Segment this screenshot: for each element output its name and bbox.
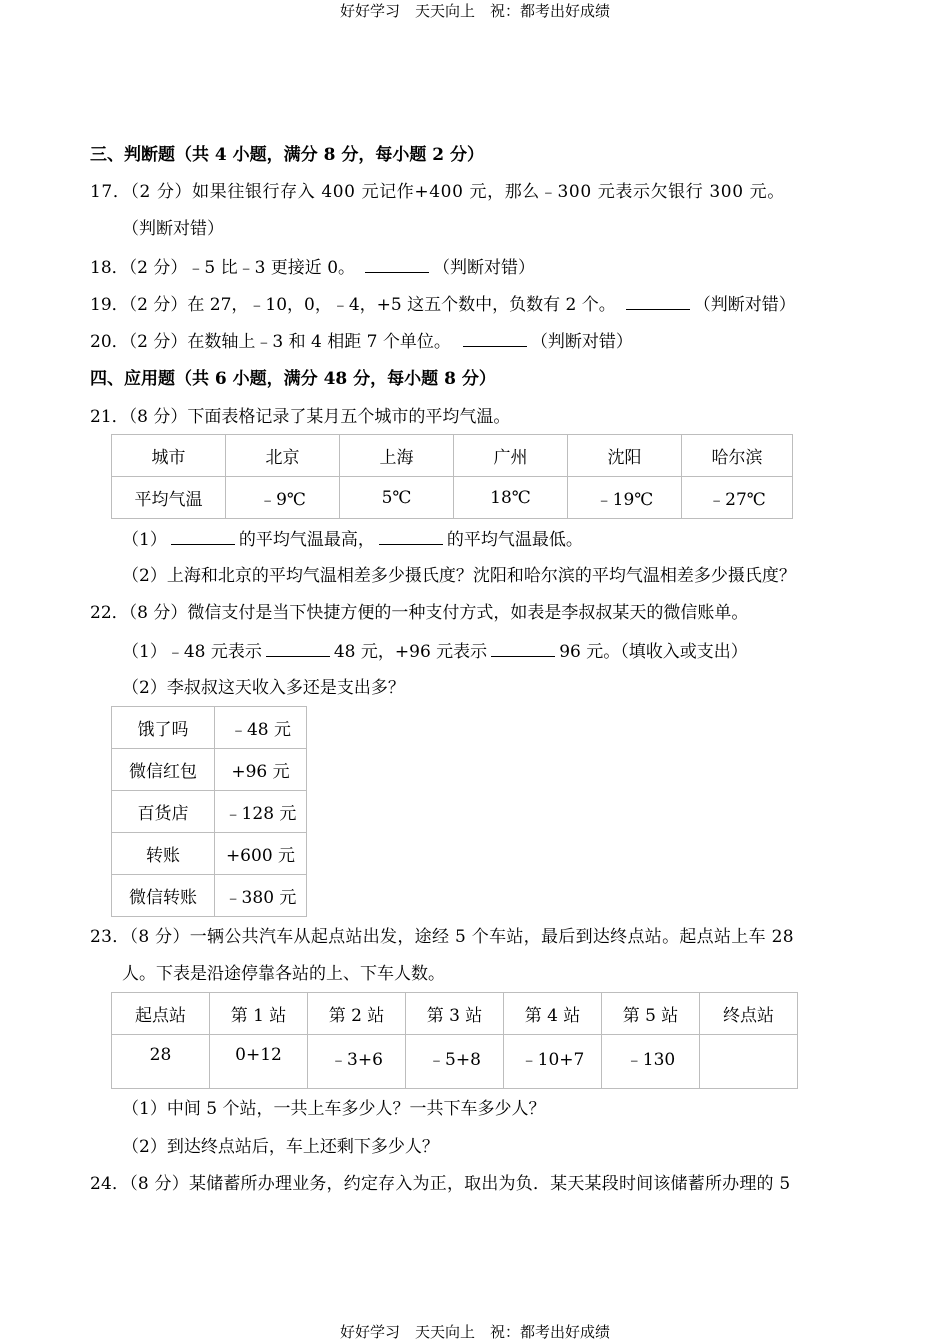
- q18-answer-blank[interactable]: [365, 255, 429, 273]
- q22-part1: [122, 639, 748, 664]
- table-cell: ﹣27℃: [682, 477, 793, 519]
- table-cell: ﹣5+8: [406, 1035, 504, 1089]
- table-row: [112, 477, 793, 519]
- page-footer: 好好学习 天天向上 祝：都考出好成绩: [339, 1323, 610, 1341]
- table-cell: 哈尔滨: [682, 435, 793, 477]
- q23-stem-line1: 23．（8 分）一辆公共汽车从起点站出发，途经 5 个车站，最后到达终点站。起点站上车 28: [90, 927, 794, 947]
- q21-blank-highest[interactable]: [171, 527, 235, 545]
- q21-blank-lowest[interactable]: [379, 527, 443, 545]
- table-cell: 转账: [112, 833, 215, 875]
- q20-suffix: （判断对错）: [530, 332, 633, 352]
- table-cell: 沈阳: [568, 435, 682, 477]
- table-row: [112, 1035, 798, 1089]
- q23-bus-table: [111, 992, 798, 1089]
- q18-suffix: （判断对错）: [433, 258, 536, 278]
- q21-part2: （2）上海和北京的平均气温相差多少摄氏度？沈阳和哈尔滨的平均气温相差多少摄氏度？: [122, 566, 796, 586]
- table-cell: 微信红包: [112, 749, 215, 791]
- table-cell: 城市: [112, 435, 226, 477]
- q22-stem: 22．（8 分）微信支付是当下快捷方便的一种支付方式，如表是李叔叔某天的微信账单。: [90, 603, 749, 623]
- table-cell: 平均气温: [112, 477, 226, 519]
- table-cell: 0+12: [210, 1035, 308, 1089]
- table-cell: +600 元: [215, 833, 307, 875]
- table-cell: 微信转账: [112, 875, 215, 917]
- table-cell: ﹣380 元: [215, 875, 307, 917]
- q22-part1-text1: （1）﹣48 元表示: [122, 642, 262, 662]
- q20-answer-blank[interactable]: [463, 329, 527, 347]
- section-4-title: 四、应用题（共 6 小题，满分 48 分，每小题 8 分）: [90, 369, 496, 389]
- table-cell: 上海: [340, 435, 454, 477]
- q22-blank-2[interactable]: [491, 639, 555, 657]
- section-3-title: 三、判断题（共 4 小题，满分 8 分，每小题 2 分）: [90, 145, 484, 165]
- q18-text: 18．（2 分）﹣5 比﹣3 更接近 0。: [90, 258, 356, 278]
- table-cell: +96 元: [215, 749, 307, 791]
- table-header-row: [112, 993, 798, 1035]
- table-cell: 终点站: [700, 993, 798, 1035]
- table-cell: 起点站: [112, 993, 210, 1035]
- table-cell: 第 1 站: [210, 993, 308, 1035]
- q24-stem: 24．（8 分）某储蓄所办理业务，约定存入为正，取出为负．某天某段时间该储蓄所办理的 5: [90, 1174, 791, 1194]
- table-cell: [700, 1035, 798, 1089]
- table-row: [112, 875, 307, 917]
- page-header: 好好学习 天天向上 祝：都考出好成绩: [339, 2, 610, 20]
- q21-part1-text1: 的平均气温最高，: [238, 530, 375, 550]
- table-cell: ﹣128 元: [215, 791, 307, 833]
- q18: [90, 255, 535, 280]
- q17-line1: 17．（2 分）如果往银行存入 400 元记作+400 元，那么﹣300 元表示欠银行 300 元。: [90, 182, 785, 202]
- table-cell: ﹣3+6: [308, 1035, 406, 1089]
- table-cell: 第 2 站: [308, 993, 406, 1035]
- q20-text: 20．（2 分）在数轴上﹣3 和 4 相距 7 个单位。: [90, 332, 451, 352]
- table-cell: ﹣19℃: [568, 477, 682, 519]
- q23-stem-line2: 人。下表是沿途停靠各站的上、下车人数。: [122, 964, 445, 984]
- table-cell: 第 4 站: [504, 993, 602, 1035]
- table-cell: ﹣9℃: [226, 477, 340, 519]
- table-row: [112, 749, 307, 791]
- q23-part1: （1）中间 5 个站，一共上车多少人？一共下车多少人？: [122, 1099, 546, 1119]
- table-cell: 第 3 站: [406, 993, 504, 1035]
- table-cell: 28: [112, 1035, 210, 1089]
- q21-part1-label: （1）: [122, 530, 167, 550]
- table-cell: 饿了吗: [112, 707, 215, 749]
- q19: [90, 292, 796, 317]
- table-row: [112, 833, 307, 875]
- table-cell: 北京: [226, 435, 340, 477]
- q22-blank-1[interactable]: [266, 639, 330, 657]
- table-cell: 18℃: [454, 477, 568, 519]
- table-cell: 广州: [454, 435, 568, 477]
- q21-part1: [122, 527, 583, 552]
- q22-part1-text2: 48 元，+96 元表示: [333, 642, 488, 662]
- table-header-row: [112, 435, 793, 477]
- table-cell: 5℃: [340, 477, 454, 519]
- q19-suffix: （判断对错）: [693, 295, 796, 315]
- q19-text: 19．（2 分）在 27，﹣10，0，﹣4，+5 这五个数中，负数有 2 个。: [90, 295, 616, 315]
- table-cell: ﹣10+7: [504, 1035, 602, 1089]
- table-cell: ﹣130: [602, 1035, 700, 1089]
- q22-part1-text3: 96 元。（填收入或支出）: [559, 642, 748, 662]
- q17-line2: （判断对错）: [122, 219, 224, 239]
- q21-part1-text2: 的平均气温最低。: [446, 530, 583, 550]
- q19-answer-blank[interactable]: [626, 292, 690, 310]
- q21-stem: 21．（8 分）下面表格记录了某月五个城市的平均气温。: [90, 407, 511, 427]
- table-row: [112, 791, 307, 833]
- q20: [90, 329, 633, 354]
- q22-part2: （2）李叔叔这天收入多还是支出多？: [122, 678, 405, 698]
- q23-part2: （2）到达终点站后，车上还剩下多少人？: [122, 1137, 439, 1157]
- table-cell: 第 5 站: [602, 993, 700, 1035]
- table-row: [112, 707, 307, 749]
- table-cell: 百货店: [112, 791, 215, 833]
- q21-temperature-table: [111, 434, 793, 519]
- table-cell: ﹣48 元: [215, 707, 307, 749]
- q22-wechat-bill-table: [111, 706, 307, 917]
